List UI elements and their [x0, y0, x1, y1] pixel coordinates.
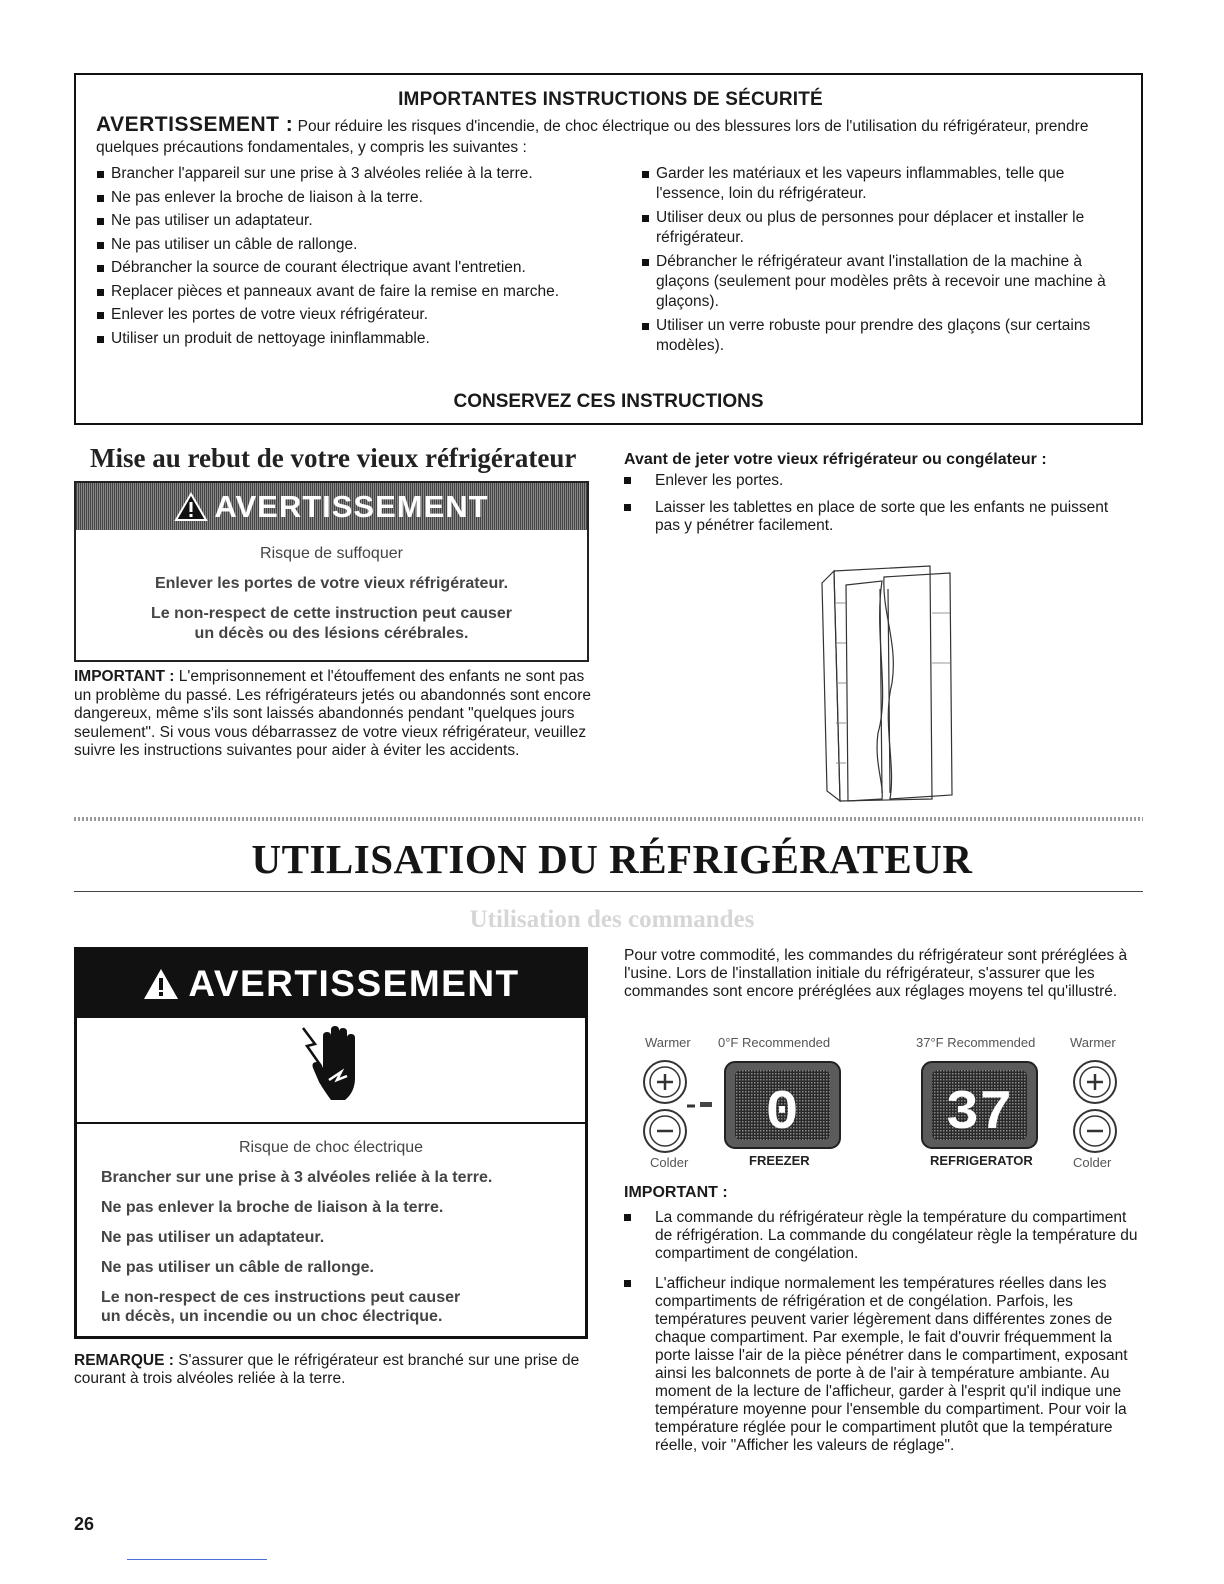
title-divider	[74, 891, 1143, 892]
refrigerator-warmer-button[interactable]	[1074, 1061, 1116, 1103]
safety-intro	[96, 114, 1125, 158]
warning-lines	[77, 1124, 585, 1326]
warning-consequence: un décès ou des lésions cérébrales.	[194, 625, 469, 642]
disposal-important-paragraph	[74, 668, 592, 761]
safety-intro-text: Pour réduire les risques d'incendie, de choc électrique ou des blessures lors de l'utilisation du réfrigérateur, prendre quelques précautions fondamentales, y compris les suivantes :	[96, 118, 1089, 156]
warning-triangle-icon	[142, 967, 180, 1001]
section-title: Utilisation des commandes	[469, 906, 755, 933]
list-item: La commande du réfrigérateur règle la température du compartiment de réfrigération. La commande du congélateur règle la température du compartiment de congélation.	[624, 1209, 1139, 1263]
warning-banner	[77, 950, 585, 1018]
warning-instruction: Enlever les portes de votre vieux réfrigérateur.	[154, 575, 509, 592]
warning-banner	[76, 483, 587, 530]
safety-item: Ne pas utiliser un câble de rallonge.	[96, 235, 641, 255]
safety-item: Utiliser un verre robuste pour prendre des glaçons (sur certains modèles).	[641, 316, 1111, 356]
suffocation-warning-box	[74, 481, 589, 662]
list-item: L'afficheur indique normalement les températures réelles dans les compartiments de réfrigération et de congélation. Parfois, les températures peuvent varier légèrement dans différentes zones de chaque compartiment. Par exemple, le fait d'ouvrir fréquemment la porte laisse l'air de la pièce pénétrer dans le compartiment, exposant ainsi les balconnets de porte à de l'air à température ambiante. Au moment de la lecture de l'afficheur, garder à l'esprit qu'il indique une température moyenne pour l'ensemble du compartiment. Pour voir la température réglée pour le compartiment plutôt que la température réelle, voir "Afficher les valeurs de réglage".	[624, 1275, 1139, 1455]
safety-list-left	[96, 164, 641, 360]
safety-item: Ne pas utiliser un adaptateur.	[96, 211, 641, 231]
warning-hazard: Risque de suffoquer	[260, 545, 403, 562]
safety-item: Utiliser un produit de nettoyage ininflammable.	[96, 329, 641, 349]
warning-line: Ne pas utiliser un adaptateur.	[101, 1229, 325, 1246]
freezer-display-value: 0	[765, 1081, 799, 1145]
electric-shock-hand-icon	[301, 1022, 369, 1106]
warning-banner-text: AVERTISSEMENT	[214, 488, 489, 524]
dotted-divider	[74, 817, 1143, 821]
warning-hazard: Risque de choc électrique	[238, 1139, 424, 1156]
safety-warning-word: AVERTISSEMENT :	[96, 113, 294, 136]
remarque-label: REMARQUE :	[74, 1352, 174, 1369]
freezer-warmer-label: Warmer	[645, 1035, 691, 1050]
freezer-recommended-label: 0°F Recommended	[718, 1035, 831, 1050]
freezer-colder-button[interactable]	[644, 1110, 686, 1152]
warning-lines	[76, 530, 587, 644]
remarque-paragraph	[74, 1352, 584, 1388]
warning-line: Ne pas enlever la broche de liaison à la terre.	[101, 1199, 444, 1216]
shock-warning-box	[74, 947, 588, 1339]
refrigerator-label: REFRIGERATOR	[930, 1153, 1033, 1168]
refrigerator-illustration-icon	[812, 563, 962, 808]
temperature-control-panel	[640, 1058, 1130, 1176]
footer-underline	[127, 1559, 267, 1560]
warning-line: Brancher sur une prise à 3 alvéoles reliée à la terre.	[101, 1169, 493, 1186]
safety-columns	[96, 164, 1125, 360]
refrigerator-warmer-label: Warmer	[1070, 1035, 1116, 1050]
safety-item: Enlever les portes de votre vieux réfrigérateur.	[96, 305, 641, 325]
safety-item: Utiliser deux ou plus de personnes pour déplacer et installer le réfrigérateur.	[641, 208, 1111, 248]
warning-triangle-icon	[174, 492, 208, 522]
warning-consequence: Le non-respect de cette instruction peut causer	[151, 605, 512, 622]
before-disposal-heading: Avant de jeter votre vieux réfrigérateur ou congélateur :	[624, 451, 1047, 468]
safety-item: Débrancher le réfrigérateur avant l'installation de la machine à glaçons (seulement pour modèles prêts à recevoir une machine à glaçons).	[641, 252, 1111, 312]
shock-icon-area	[77, 1018, 585, 1124]
controls-intro-paragraph: Pour votre commodité, les commandes du réfrigérateur sont préréglées à l'usine. Lors de l'installation initiale du réfrigérateur, s'assurer que les commandes sont encore préréglées aux réglages moyens tel qu'illustré.	[624, 947, 1128, 1000]
refrigerator-colder-label: Colder	[1073, 1155, 1112, 1170]
safety-title: IMPORTANTES INSTRUCTIONS DE SÉCURITÉ	[398, 89, 823, 110]
controls-important-list	[624, 1209, 1139, 1467]
safety-item: Brancher l'appareil sur une prise à 3 alvéoles reliée à la terre.	[96, 164, 641, 184]
controls-important-label: IMPORTANT :	[624, 1184, 728, 1201]
list-item: Enlever les portes.	[624, 472, 1124, 491]
safety-item: Garder les matériaux et les vapeurs inflammables, telle que l'essence, loin du réfrigérateur.	[641, 164, 1111, 204]
safety-item: Débrancher la source de courant électrique avant l'entretien.	[96, 258, 641, 278]
freezer-colder-label: Colder	[650, 1155, 689, 1170]
warning-consequence: Le non-respect de ces instructions peut causer	[101, 1289, 461, 1306]
remarque-text: S'assurer que le réfrigérateur est branché sur une prise de courant à trois alvéoles reliée à la terre.	[74, 1352, 580, 1387]
page-number: 26	[74, 1514, 95, 1534]
warning-banner-text: AVERTISSEMENT	[188, 963, 520, 1004]
safety-item: Replacer pièces et panneaux avant de faire la remise en marche.	[96, 282, 641, 302]
page-title: UTILISATION DU RÉFRIGÉRATEUR	[251, 836, 973, 882]
important-label: IMPORTANT :	[74, 668, 175, 685]
important-text: L'emprisonnement et l'étouffement des enfants ne sont pas un problème du passé. Les réfrigérateurs jetés ou abandonnés sont encore dangereux, même s'ils sont laissés abandonnés pendant "quelques jours seulement". Si vous vous débarrassez de votre vieux réfrigérateur, veuillez suivre les instructions suivantes pour aider à éviter les accidents.	[74, 668, 592, 759]
warning-consequence: un décès, un incendie ou un choc électrique.	[101, 1308, 443, 1325]
safety-footer: CONSERVEZ CES INSTRUCTIONS	[453, 391, 764, 412]
safety-list-right	[641, 164, 1111, 360]
freezer-indicator	[700, 1102, 712, 1107]
refrigerator-display-value: 37	[945, 1081, 1013, 1145]
safety-item: Ne pas enlever la broche de liaison à la terre.	[96, 188, 641, 208]
disposal-title: Mise au rebut de votre vieux réfrigérateur	[90, 443, 577, 473]
safety-instructions-box	[74, 73, 1143, 425]
warning-line: Ne pas utiliser un câble de rallonge.	[101, 1259, 374, 1276]
freezer-label: FREEZER	[749, 1153, 810, 1168]
refrigerator-colder-button[interactable]	[1074, 1110, 1116, 1152]
refrigerator-recommended-label: 37°F Recommended	[916, 1035, 1036, 1050]
before-disposal-list	[624, 472, 1124, 544]
freezer-warmer-button[interactable]	[644, 1061, 686, 1103]
list-item: Laisser les tablettes en place de sorte que les enfants ne puissent pas y pénétrer facilement.	[624, 499, 1124, 536]
